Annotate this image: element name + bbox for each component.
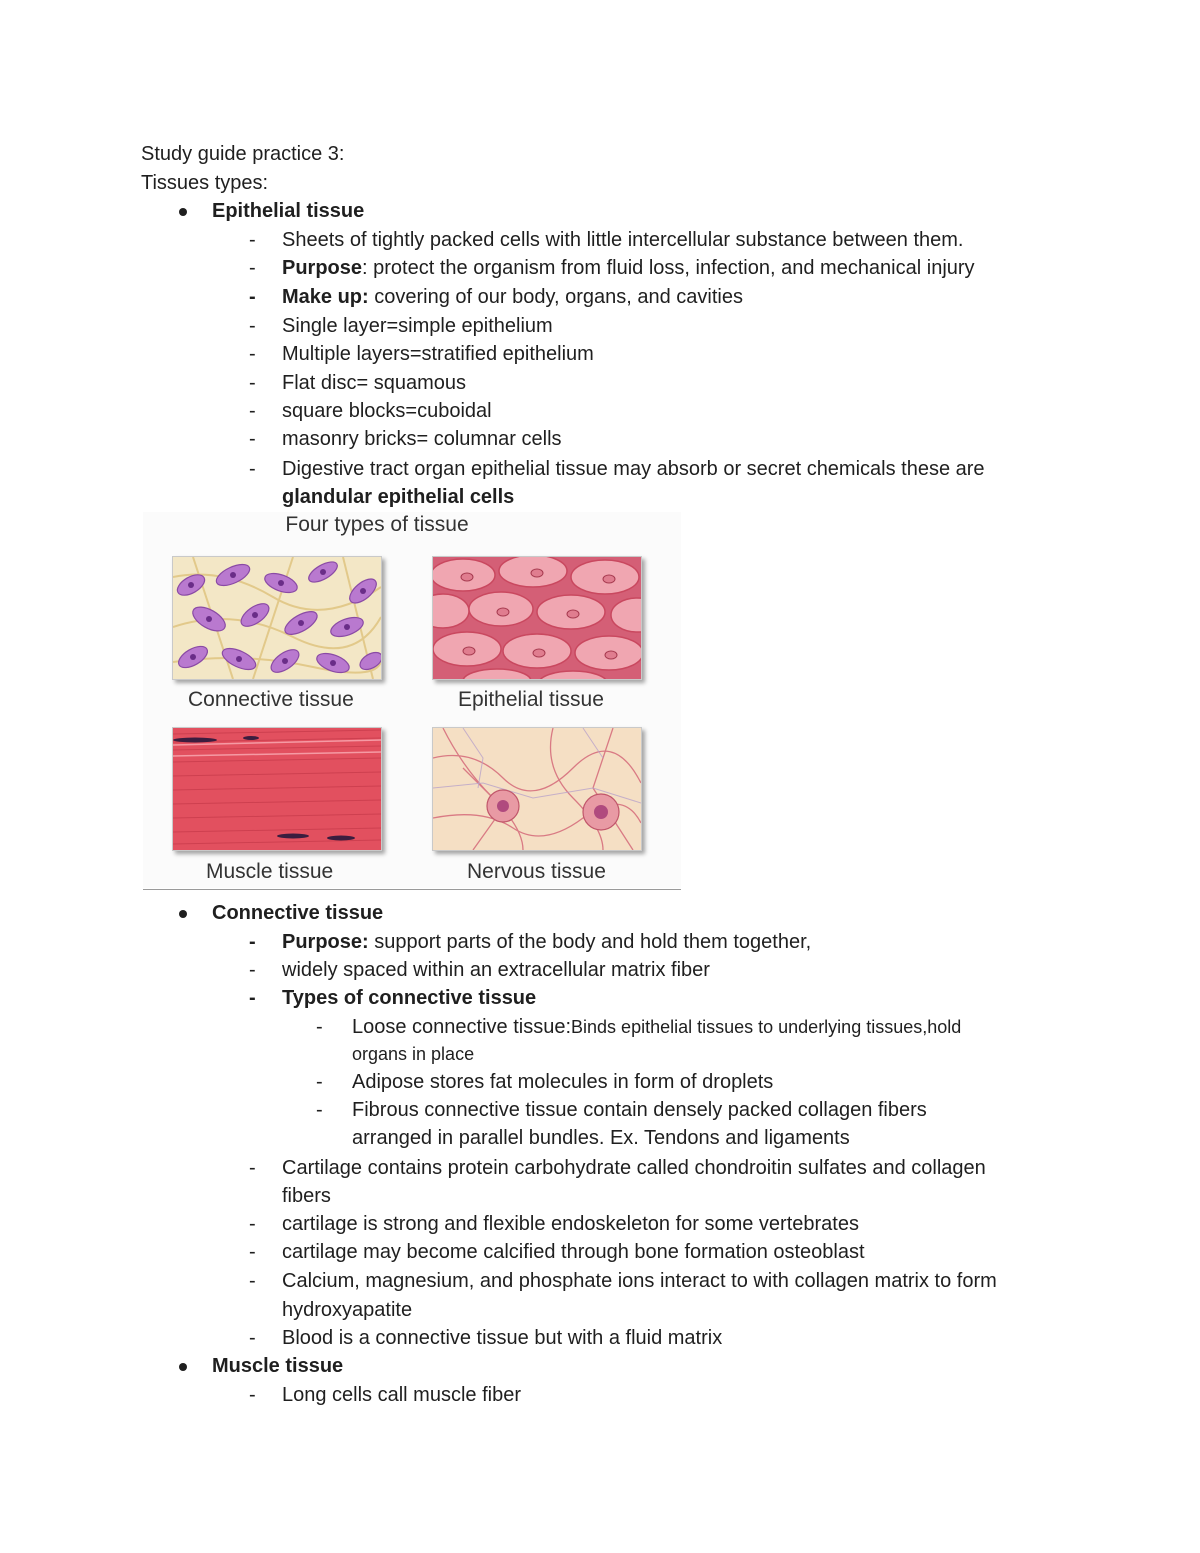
bullet-icon	[179, 208, 187, 216]
dash-icon: -	[249, 959, 256, 981]
connective-tissue-image	[172, 556, 382, 680]
page-title: Study guide practice 3:	[141, 143, 345, 165]
dash-icon: -	[249, 1327, 256, 1349]
dash-icon: -	[316, 1099, 323, 1121]
dash-icon: -	[249, 400, 256, 422]
section-heading: Tissues types:	[141, 172, 269, 194]
list-item: cartilage is strong and flexible endoskeleton for some vertebrates	[282, 1213, 859, 1235]
list-item: Digestive tract organ epithelial tissue may absorb or secret chemicals these are	[282, 458, 985, 480]
dash-icon: -	[249, 987, 256, 1009]
list-item: Purpose: support parts of the body and hold them together,	[282, 931, 812, 953]
dash-icon: -	[249, 931, 256, 953]
list-item: Single layer=simple epithelium	[282, 315, 553, 337]
dash-icon: -	[316, 1016, 323, 1038]
list-item: Cartilage contains protein carbohydrate called chondroitin sulfates and collagen	[282, 1157, 986, 1179]
sub-list-item-continuation: arranged in parallel bundles. Ex. Tendons and ligaments	[352, 1127, 850, 1149]
nervous-tissue-image	[432, 727, 642, 851]
sub-list-item: Adipose stores fat molecules in form of droplets	[352, 1071, 774, 1093]
dash-icon: -	[249, 343, 256, 365]
list-item: widely spaced within an extracellular matrix fiber	[282, 959, 710, 981]
list-item: Multiple layers=stratified epithelium	[282, 343, 594, 365]
list-item-continuation: glandular epithelial cells	[282, 486, 515, 508]
dash-icon: -	[249, 257, 256, 279]
figure-title: Four types of tissue	[285, 513, 469, 536]
dash-icon: -	[249, 1384, 256, 1406]
dash-icon: -	[249, 1157, 256, 1179]
tissue-figure	[143, 512, 681, 888]
dash-icon: -	[249, 428, 256, 450]
list-item: Blood is a connective tissue but with a fluid matrix	[282, 1327, 723, 1349]
list-item-continuation: fibers	[282, 1185, 331, 1207]
connective-title: Connective tissue	[212, 902, 384, 924]
dash-icon: -	[249, 1241, 256, 1263]
list-item: cartilage may become calcified through bone formation osteoblast	[282, 1241, 865, 1263]
dash-icon: -	[249, 229, 256, 251]
dash-icon: -	[249, 315, 256, 337]
bullet-icon	[179, 1363, 187, 1371]
muscle-title: Muscle tissue	[212, 1355, 344, 1377]
list-item: Sheets of tightly packed cells with little intercellular substance between them.	[282, 229, 964, 251]
list-item: Purpose: protect the organism from fluid loss, infection, and mechanical injury	[282, 257, 975, 279]
figure-caption: Nervous tissue	[467, 860, 606, 883]
dash-icon: -	[249, 458, 256, 480]
divider	[143, 889, 681, 890]
list-item: masonry bricks= columnar cells	[282, 428, 562, 450]
epithelial-title: Epithelial tissue	[212, 200, 365, 222]
figure-caption: Connective tissue	[188, 688, 354, 711]
bullet-icon	[179, 910, 187, 918]
dash-icon: -	[316, 1071, 323, 1093]
list-item: Make up: covering of our body, organs, and cavities	[282, 286, 743, 308]
dash-icon: -	[249, 1270, 256, 1292]
sub-list-item: Fibrous connective tissue contain densely packed collagen fibers	[352, 1099, 927, 1121]
dash-icon: -	[249, 286, 256, 308]
list-item: Types of connective tissue	[282, 987, 537, 1009]
figure-caption: Epithelial tissue	[458, 688, 604, 711]
list-item: Flat disc= squamous	[282, 372, 466, 394]
dash-icon: -	[249, 1213, 256, 1235]
list-item: square blocks=cuboidal	[282, 400, 492, 422]
sub-list-item-continuation: organs in place	[352, 1044, 475, 1064]
list-item-continuation: hydroxyapatite	[282, 1299, 413, 1321]
epithelial-tissue-image	[432, 556, 642, 680]
list-item: Long cells call muscle fiber	[282, 1384, 521, 1406]
muscle-tissue-image	[172, 727, 382, 851]
sub-list-item: Loose connective tissue:Binds epithelial tissues to underlying tissues,hold	[352, 1016, 962, 1038]
list-item: Calcium, magnesium, and phosphate ions interact to with collagen matrix to form	[282, 1270, 997, 1292]
dash-icon: -	[249, 372, 256, 394]
figure-caption: Muscle tissue	[206, 860, 334, 883]
